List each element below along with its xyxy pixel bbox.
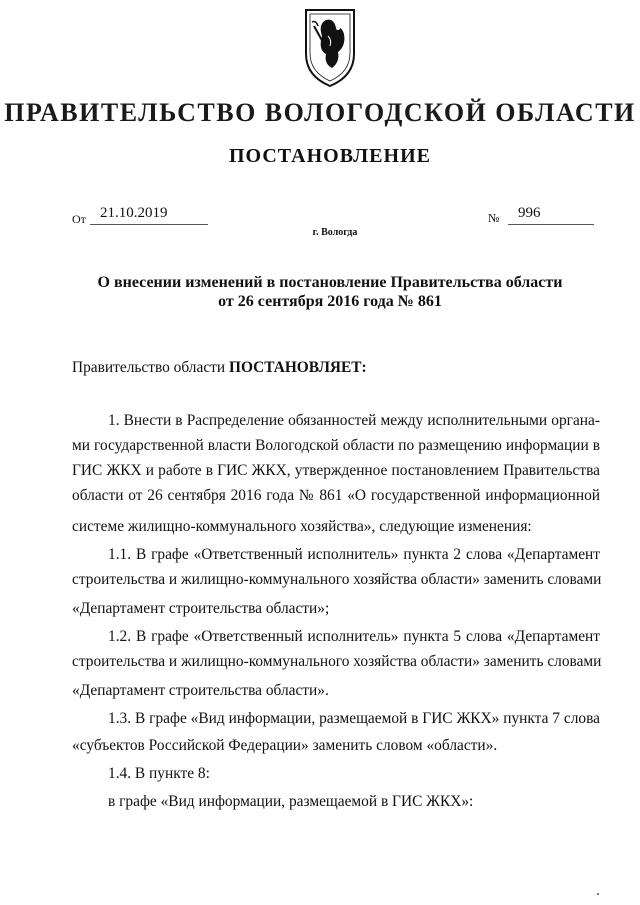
paragraph-line: «субъектов Российской Федерации» заменить словом «области». bbox=[72, 737, 498, 754]
paragraph-line: ми государственной власти Вологодской области по размещению информации в bbox=[72, 437, 600, 454]
paragraph-line: 1.3. В графе «Вид информации, размещаемой в ГИС ЖКХ» пункта 7 слова bbox=[108, 710, 600, 727]
paragraph-line: ГИС ЖКХ и работе в ГИС ЖКХ, утвержденное постановлением Правительства bbox=[72, 462, 600, 479]
paragraph-line: «Департамент строительства области»; bbox=[72, 600, 330, 617]
paragraph-1-4 bbox=[72, 761, 600, 786]
document-type: ПОСТАНОВЛЕНИЕ bbox=[229, 145, 431, 167]
paragraph-line: в графе «Вид информации, размещаемой в ГИС ЖКХ»: bbox=[108, 793, 474, 810]
number-label: № bbox=[488, 211, 500, 225]
paragraph-line: системе жилищно-коммунального хозяйства», следующие изменения: bbox=[72, 518, 532, 535]
government-title: ПРАВИТЕЛЬСТВО ВОЛОГОДСКОЙ ОБЛАСТИ bbox=[4, 98, 636, 127]
paragraph-1-4-sub bbox=[72, 789, 600, 814]
paragraph-line: области от 26 сентября 2016 года № 861 «О государственной информационной bbox=[72, 487, 600, 504]
paragraph-1-last bbox=[72, 514, 600, 539]
paragraph-line: 1.1. В графе «Ответственный исполнитель» пункта 2 слова «Департамент bbox=[108, 546, 600, 563]
paragraph-1 bbox=[72, 408, 600, 508]
scan-speck bbox=[597, 893, 599, 895]
paragraph-1-3 bbox=[72, 706, 600, 731]
paragraph-1-1-last bbox=[72, 596, 600, 621]
preamble-text: Правительство области bbox=[72, 359, 229, 376]
paragraph-line: 1. Внести в Распределение обязанностей между исполнительными органа- bbox=[108, 412, 600, 429]
paragraph-1-1 bbox=[72, 542, 600, 592]
paragraph-1-2-last bbox=[72, 678, 600, 703]
city-label: г. Вологда bbox=[312, 227, 358, 238]
preamble bbox=[72, 359, 600, 377]
date-label: От bbox=[72, 212, 86, 226]
paragraph-line: 1.2. В графе «Ответственный исполнитель» пункта 5 слова «Департамент bbox=[108, 628, 600, 645]
paragraph-line: «Департамент строительства области». bbox=[72, 682, 329, 699]
number-value: 996 bbox=[508, 205, 594, 225]
paragraph-line: строительства и жилищно-коммунального хозяйства области» заменить словами bbox=[72, 653, 602, 670]
paragraph-line: 1.4. В пункте 8: bbox=[108, 765, 210, 782]
subject-line-1: О внесении изменений в постановление Правительства области bbox=[97, 274, 563, 291]
document-subject bbox=[60, 273, 600, 311]
paragraph-1-2 bbox=[72, 624, 600, 674]
date-value: 21.10.2019 bbox=[90, 205, 208, 225]
paragraph-line: строительства и жилищно-коммунального хозяйства области» заменить словами bbox=[72, 571, 602, 588]
preamble-emphasis: ПОСТАНОВЛЯЕТ: bbox=[228, 359, 367, 376]
coat-of-arms-emblem bbox=[300, 6, 360, 90]
paragraph-1-3-last bbox=[72, 733, 600, 758]
subject-line-2: от 26 сентября 2016 года № 861 bbox=[218, 293, 442, 310]
